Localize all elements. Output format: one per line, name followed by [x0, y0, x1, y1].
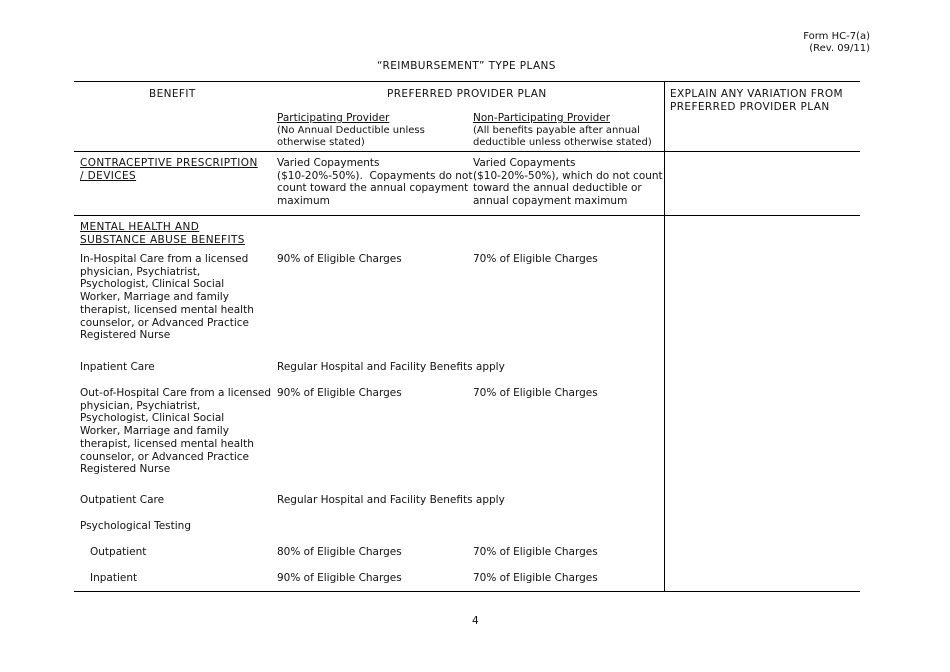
- contraceptive-participating: Varied Copayments ($10-20%-50%). Copayments do not count toward the annual copayment maximum: [277, 157, 473, 208]
- contraceptive-benefit: CONTRACEPTIVE PRESCRIPTION / DEVICES: [80, 157, 258, 182]
- contraceptive-bottom-rule: [74, 215, 860, 216]
- inpatient-care-benefit: Inpatient Care: [80, 361, 155, 373]
- form-number: Form HC-7(a): [803, 31, 870, 42]
- header-bottom-rule: [74, 151, 860, 152]
- contraceptive-non-participating: Varied Copayments ($10-20%-50%), which do not count toward the annual deductible or annual copayment maximum: [473, 157, 663, 208]
- testing-outpatient-benefit: Outpatient: [90, 546, 147, 558]
- in-hospital-care-non-participating: 70% of Eligible Charges: [473, 253, 598, 265]
- out-of-hospital-care-non-participating: 70% of Eligible Charges: [473, 387, 598, 399]
- header-preferred-provider-plan: PREFERRED PROVIDER PLAN: [387, 88, 547, 100]
- explain-column-divider: [664, 81, 665, 591]
- outpatient-care-benefit: Outpatient Care: [80, 494, 165, 506]
- in-hospital-care-benefit: In-Hospital Care from a licensed physician, Psychiatrist, Psychologist, Clinical Social Worker, Marriage and family therapist, licensed mental health counselor, or Advanced Practice Registered Nurse: [80, 253, 254, 342]
- out-of-hospital-care-benefit: Out-of-Hospital Care from a licensed physician, Psychiatrist, Psychologist, Clinical Social Worker, Marriage and family therapist, licensed mental health counselor, or Advanced Practice Registered Nurse: [80, 387, 272, 476]
- page-title: “REIMBURSEMENT” TYPE PLANS: [377, 60, 556, 72]
- psychological-testing-benefit: Psychological Testing: [80, 520, 191, 532]
- in-hospital-care-participating: 90% of Eligible Charges: [277, 253, 402, 265]
- participating-note: (No Annual Deductible unless otherwise stated): [277, 125, 425, 148]
- outpatient-care-span: Regular Hospital and Facility Benefits apply: [277, 494, 505, 506]
- form-revision: (Rev. 09/11): [809, 43, 870, 54]
- inpatient-care-span: Regular Hospital and Facility Benefits apply: [277, 361, 505, 373]
- testing-inpatient-benefit: Inpatient: [90, 572, 138, 584]
- mental-health-heading: MENTAL HEALTH AND SUBSTANCE ABUSE BENEFITS: [80, 221, 245, 246]
- non-participating-note: (All benefits payable after annual deductible unless otherwise stated): [473, 125, 652, 148]
- testing-inpatient-non-participating: 70% of Eligible Charges: [473, 572, 598, 584]
- header-benefit: BENEFIT: [149, 88, 196, 100]
- testing-outpatient-non-participating: 70% of Eligible Charges: [473, 546, 598, 558]
- testing-outpatient-participating: 80% of Eligible Charges: [277, 546, 402, 558]
- table-bottom-rule: [74, 591, 860, 592]
- header-participating-provider: Participating Provider: [277, 112, 390, 124]
- testing-inpatient-participating: 90% of Eligible Charges: [277, 572, 402, 584]
- table-top-rule: [74, 81, 860, 82]
- header-non-participating-provider: Non-Participating Provider: [473, 112, 611, 124]
- header-explain-variation: EXPLAIN ANY VARIATION FROM PREFERRED PROVIDER PLAN: [670, 88, 843, 113]
- page-number: 4: [472, 615, 479, 627]
- out-of-hospital-care-participating: 90% of Eligible Charges: [277, 387, 402, 399]
